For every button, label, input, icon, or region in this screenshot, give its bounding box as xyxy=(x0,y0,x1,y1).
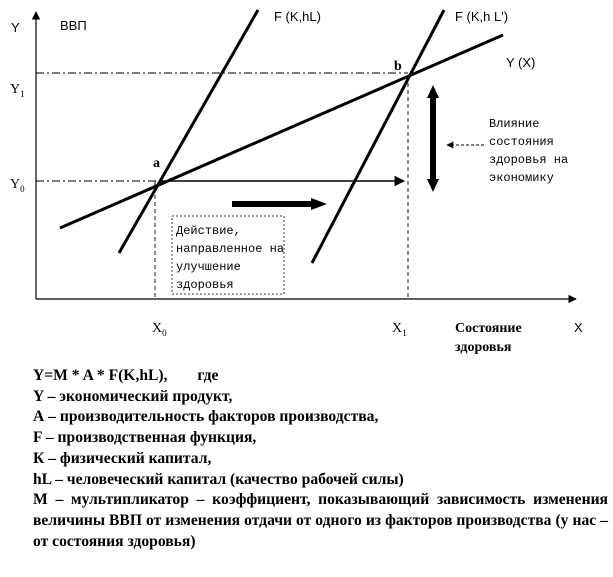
y0-tick-label: $Y_0$ xyxy=(10,177,25,194)
curve-y-of-x xyxy=(60,35,503,228)
axis-y-label: Y xyxy=(11,20,20,35)
action-note-line3: улучшение xyxy=(176,260,241,274)
effect-note-line2: состояния xyxy=(489,135,554,149)
formula-where: где xyxy=(197,367,219,384)
point-b-label: b xyxy=(394,59,402,74)
effect-arrow-up-head xyxy=(427,85,439,98)
action-note-line2: направленное на xyxy=(176,242,285,256)
formula-line xyxy=(33,366,608,387)
x1-tick-label: $X_1$ xyxy=(392,321,407,338)
axis-x-label: X xyxy=(574,320,583,335)
formula: Y=M * A * F(K,hL), xyxy=(33,367,168,384)
legend-line-hl: hL – человеческий капитал (качество рабочей силы) xyxy=(33,470,404,488)
point-a-label: a xyxy=(153,156,160,171)
curve-f-k-hl xyxy=(119,10,258,253)
legend-line-y: Y – экономический продукт, xyxy=(33,387,233,405)
legend-line-f: F – производственная функция, xyxy=(33,429,257,447)
x0-tick-label: $X_0$ xyxy=(152,321,167,338)
curve-f-k-hl-prime xyxy=(312,10,444,263)
y1-tick-label: $Y_1$ xyxy=(10,82,25,99)
effect-note-line4: экономику xyxy=(489,171,554,185)
legend-line-k: К – физический капитал, xyxy=(33,449,212,467)
action-note-line4: здоровья xyxy=(176,278,234,292)
effect-arrow-down-head xyxy=(427,179,439,192)
legend-m-definition: М – мультипликатор – коэффициент, показывающий зависимость изменения величины ВВП от изменения отдачи от одного из факторов производства (у нас – от состояния здоровья) xyxy=(33,491,608,550)
action-arrow-head xyxy=(311,198,327,210)
curve-yx-label: Y (X) xyxy=(506,55,536,70)
effect-note-line3: здоровья на xyxy=(489,153,569,167)
vvp-label: ВВП xyxy=(60,18,87,33)
legend xyxy=(33,366,608,552)
action-note-line1: Действие, xyxy=(176,224,241,238)
x-axis-title-line2: здоровья xyxy=(455,340,512,355)
legend-line-a: А – производительность факторов производства, xyxy=(33,408,379,426)
x-axis-title-line1: Состояние xyxy=(455,321,522,336)
curve-f1-label: F (K,hL) xyxy=(274,9,321,24)
curve-f2-label: F (K,h L') xyxy=(455,9,509,24)
effect-note-line1: Влияние xyxy=(489,117,540,131)
